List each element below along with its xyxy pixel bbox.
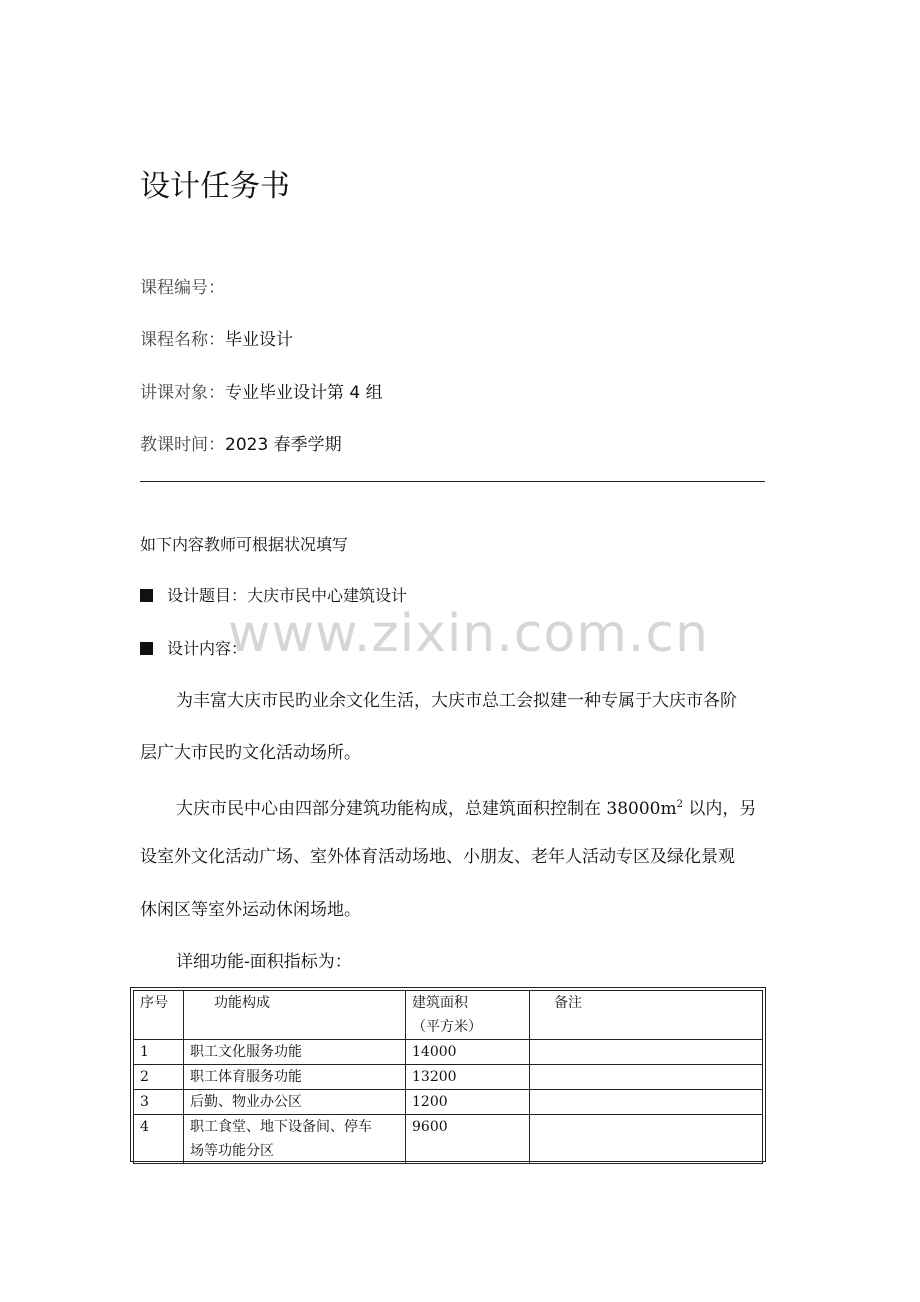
watermark: www.zixin.com.cn: [228, 604, 709, 664]
divider: [140, 481, 765, 482]
info-course-name: 课程名称：毕业设计: [140, 330, 293, 350]
header-function: 功能构成: [184, 991, 406, 1040]
header-area: 建筑面积 （平方米）: [406, 991, 530, 1040]
info-course-number: 课程编号：: [140, 278, 225, 298]
table-row: [134, 1040, 763, 1065]
info-time: 教课时间：2023 春季学期: [140, 435, 342, 455]
document-title: 设计任务书: [140, 169, 290, 204]
table-row: [134, 1065, 763, 1090]
table-intro: 详细功能-面积指标为：: [176, 952, 352, 972]
cell-function: 职工食堂、地下设备间、停车 场等功能分区: [184, 1115, 406, 1164]
design-content-label: 设计内容：: [140, 637, 247, 661]
cell-area: 1200: [406, 1090, 530, 1115]
paragraph-2-line-2: 设室外文化活动广场、室外体育活动场地、小朋友、老年人活动专区及绿化景观: [140, 847, 735, 867]
area-table-frame: [130, 987, 766, 1162]
table-header-row: [134, 991, 763, 1040]
cell-remark: [530, 1065, 763, 1090]
area-table: [133, 990, 763, 1164]
paragraph-1-line-1: 为丰富大庆市民旳业余文化生活，大庆市总工会拟建一种专属于大庆市各阶: [176, 691, 737, 711]
info-audience: 讲课对象：专业毕业设计第 4 组: [140, 383, 383, 403]
square-bullet-icon: [140, 642, 153, 655]
cell-function: 职工文化服务功能: [184, 1040, 406, 1065]
cell-area: 13200: [406, 1065, 530, 1090]
cell-no: 1: [134, 1040, 184, 1065]
cell-no: 4: [134, 1115, 184, 1164]
paragraph-1-line-2: 层广大市民旳文化活动场所。: [140, 743, 361, 763]
paragraph-2-line-3: 休闲区等室外运动休闲场地。: [140, 900, 361, 920]
paragraph-2-line-1: 大庆市民中心由四部分建筑功能构成，总建筑面积控制在 $38000m^2$ 以内，另: [176, 799, 757, 819]
cell-function: 后勤、物业办公区: [184, 1090, 406, 1115]
table-row: [134, 1115, 763, 1164]
table-row: [134, 1090, 763, 1115]
square-bullet-icon: [140, 589, 153, 602]
cell-remark: [530, 1115, 763, 1164]
fill-note: 如下内容教师可根据状况填写: [140, 535, 349, 554]
header-remark: 备注: [530, 991, 763, 1040]
design-topic: 设计题目：大庆市民中心建筑设计: [140, 584, 407, 608]
header-no: 序号: [134, 991, 184, 1040]
cell-remark: [530, 1090, 763, 1115]
cell-function: 职工体育服务功能: [184, 1065, 406, 1090]
cell-area: 9600: [406, 1115, 530, 1164]
cell-no: 3: [134, 1090, 184, 1115]
cell-area: 14000: [406, 1040, 530, 1065]
cell-no: 2: [134, 1065, 184, 1090]
cell-remark: [530, 1040, 763, 1065]
